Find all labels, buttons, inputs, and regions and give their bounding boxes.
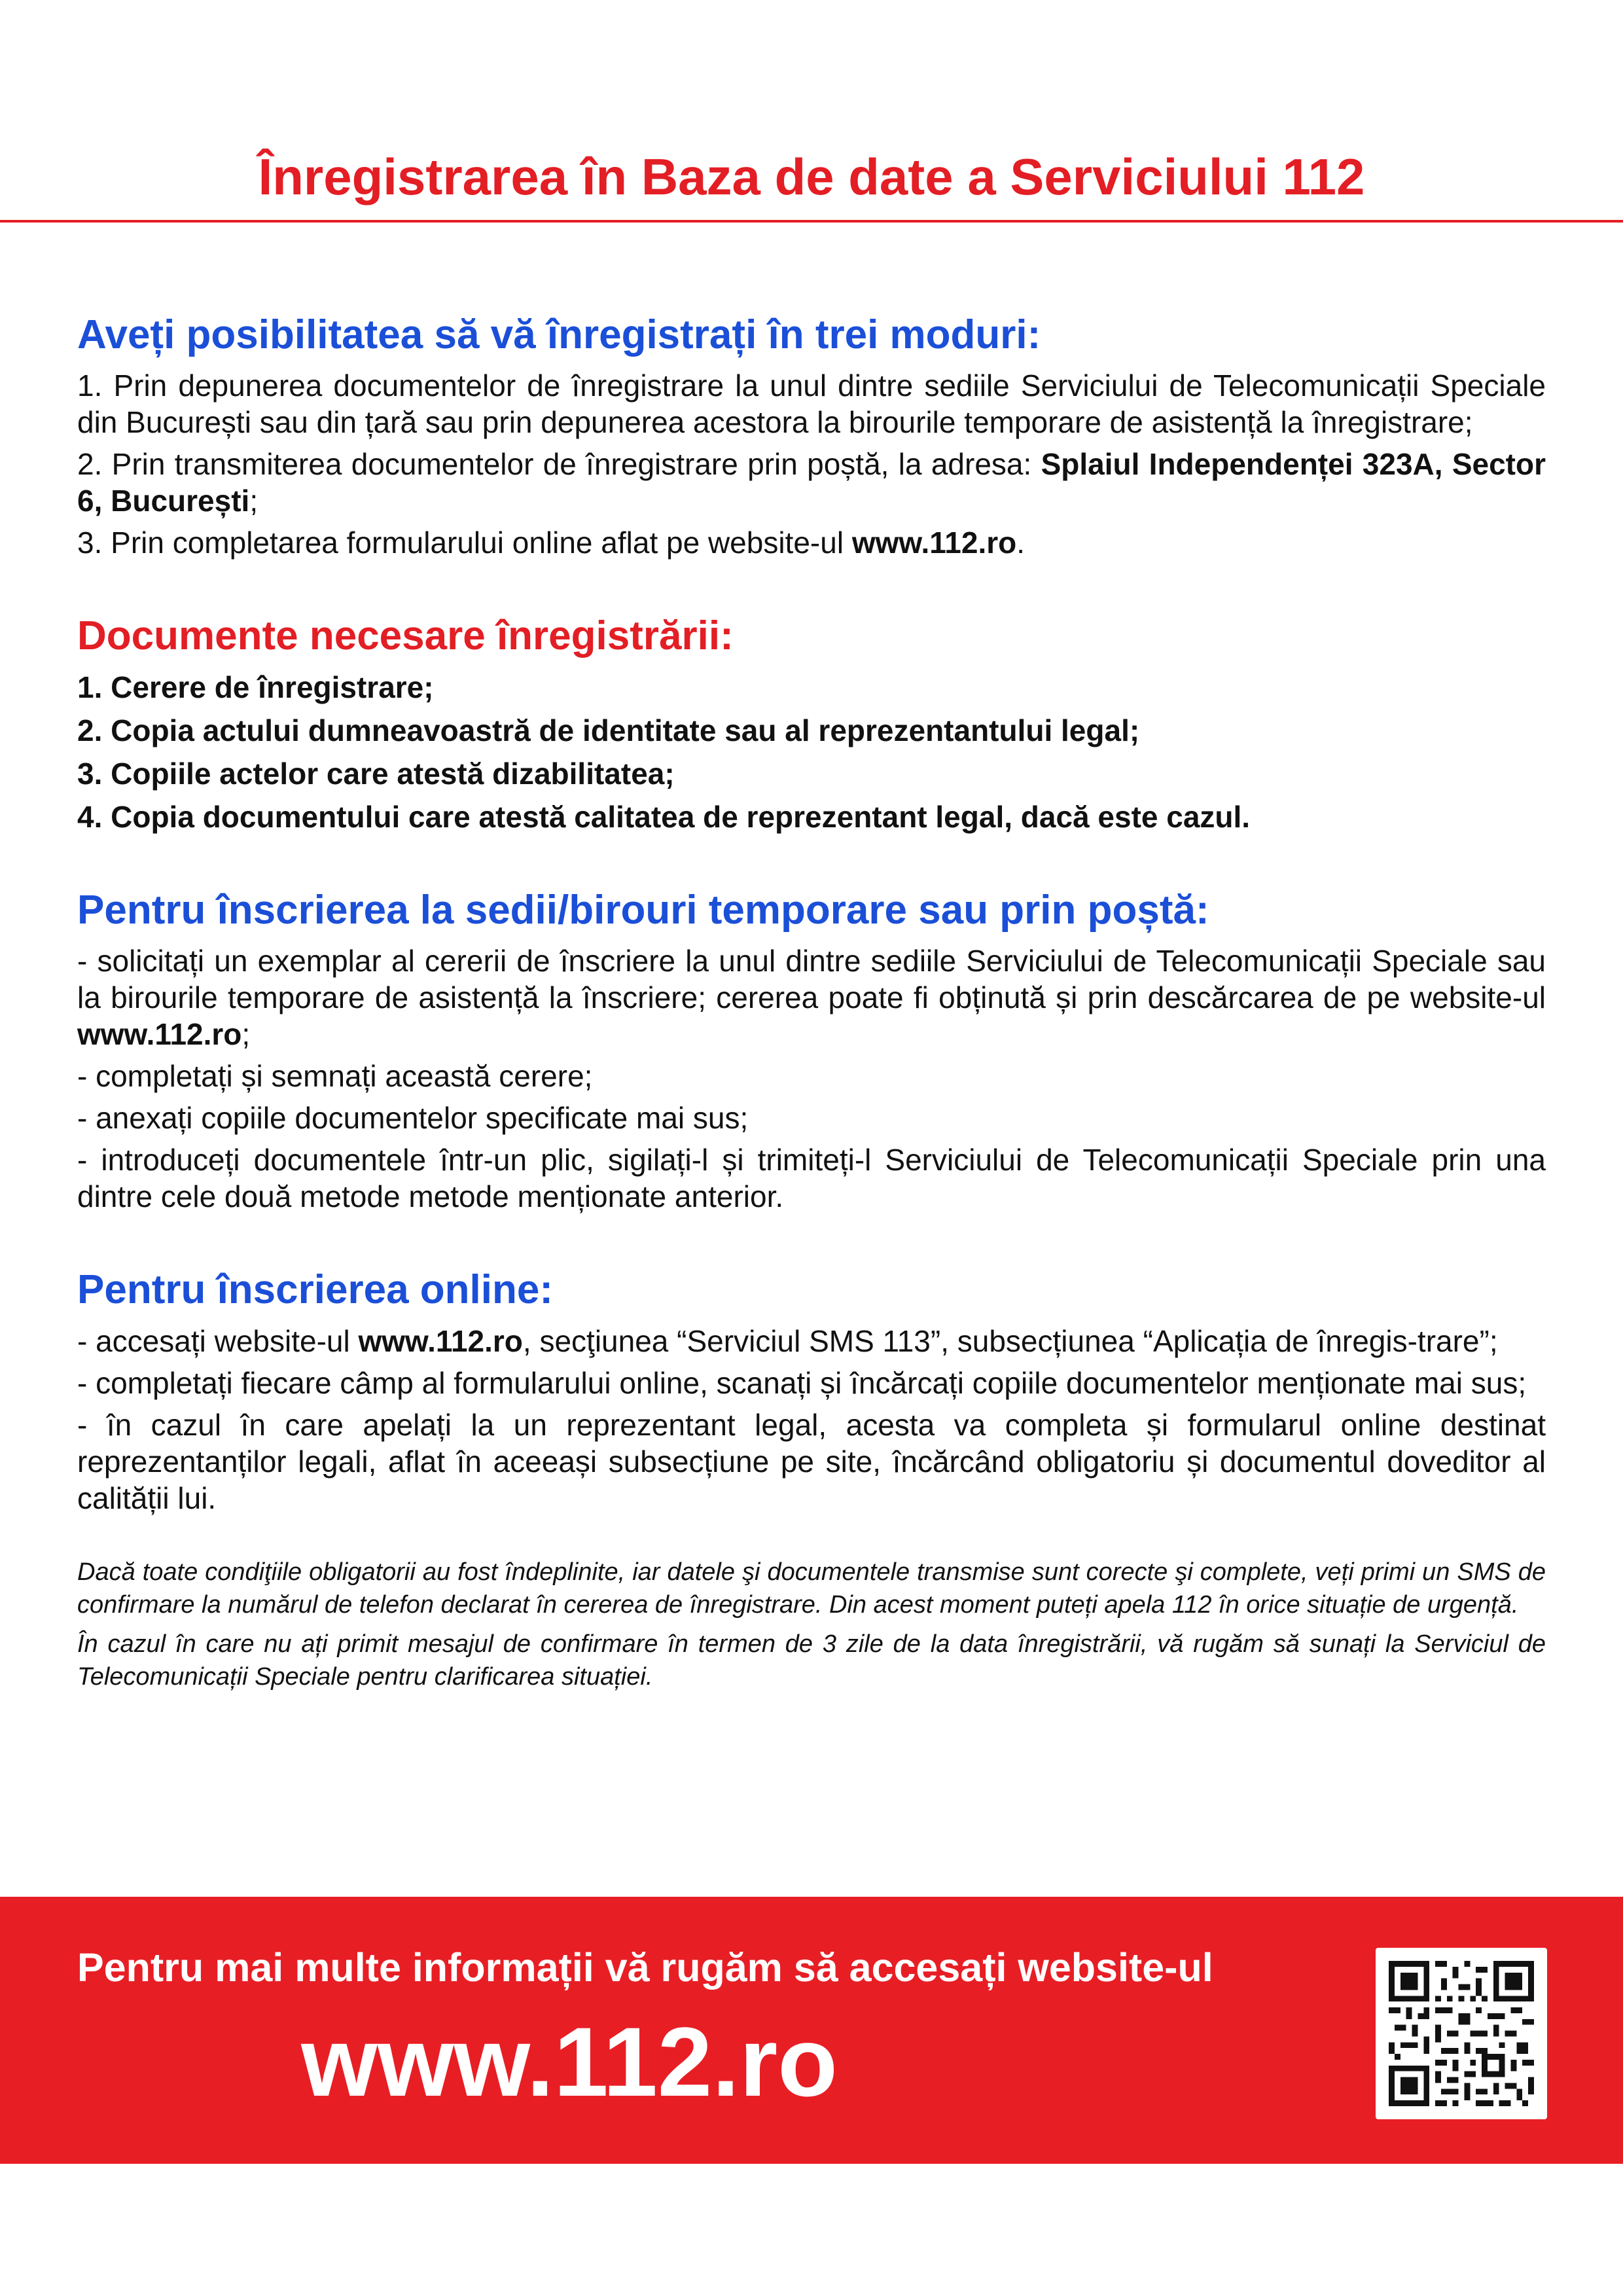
- method-item-3-text: 3. Prin completarea formularului online aflat pe website-ul: [77, 526, 852, 560]
- required-document-item: 4. Copia documentului care atestă calitatea de reprezentant legal, dacă este cazul.: [77, 799, 1251, 834]
- title-divider: [0, 220, 1623, 223]
- website-link[interactable]: www.112.ro: [851, 526, 1017, 560]
- document-body: [77, 311, 1546, 1700]
- online-step-3: - în cazul în care apelați la un reprezentant legal, acesta va completa și formularul online destinat reprezentanților legali, aflat în aceeași subsecțiune pe site, încărcând obligatoriu și documentul doveditor al calității lui.: [77, 1407, 1546, 1515]
- online-registration-heading: Pentru înscrierea online:: [77, 1267, 553, 1313]
- method-item-2-end: ;: [249, 484, 259, 518]
- required-documents-section: [77, 612, 1546, 834]
- required-documents-heading: Documente necesare înregistrării:: [77, 613, 734, 659]
- page-title: Înregistrarea în Baza de date a Serviciului 112: [258, 148, 1365, 206]
- offline-step-1-end: ;: [241, 1017, 251, 1052]
- required-document-item: 3. Copiile actelor care atestă dizabilitatea;: [77, 756, 675, 791]
- registration-methods-section: [77, 311, 1546, 561]
- offline-registration-section: [77, 886, 1546, 1215]
- offline-step-2: - completați și semnați această cerere;: [77, 1059, 593, 1094]
- method-item-2: [77, 446, 1546, 519]
- method-item-1: 1. Prin depunerea documentelor de înregistrare la unul dintre sediile Serviciului de Telecomunicații Speciale din București sau din țară sau prin depunerea acestora la birourile temporare de asistență la înregistrare;: [77, 368, 1546, 440]
- confirmation-note-paragraph-2: În cazul în care nu ați primit mesajul de confirmare în termen de 3 zile de la data înregistrării, vă rugăm să sunați la Serviciul de Telecomunicații Speciale pentru clarificarea situației.: [77, 1630, 1546, 1691]
- online-registration-section: [77, 1266, 1546, 1516]
- offline-step-1-text: - solicitați un exemplar al cererii de înscriere la unul dintre sediile Serviciului de Telecomunicații Speciale sau la birourile temporare de asistență la înscriere; cererea poate fi obținută și prin descărcarea de pe website-ul: [77, 944, 1546, 1015]
- offline-step-1: [77, 942, 1546, 1052]
- registration-methods-heading: Aveți posibilitatea să vă înregistrați în trei moduri:: [77, 312, 1041, 357]
- method-item-3-end: .: [1016, 526, 1026, 560]
- website-link[interactable]: www.112.ro: [358, 1323, 523, 1358]
- online-step-1-end: , secţiunea “Serviciul SMS 113”, subsecțiunea “Aplicația de înregis-trare”;: [522, 1323, 1498, 1358]
- confirmation-note: [77, 1556, 1546, 1693]
- qr-code-icon[interactable]: [1376, 1948, 1547, 2119]
- postal-address: Splaiul Independenței 323A, Sector 6, București: [77, 447, 1546, 518]
- online-step-2: - completați fiecare câmp al formularului online, scanați și încărcați copiile documentelor menționate mai sus;: [77, 1365, 1527, 1400]
- offline-step-3: - anexați copiile documentelor specificate mai sus;: [77, 1101, 749, 1136]
- online-step-1-text: - accesați website-ul: [77, 1323, 359, 1358]
- footer-info-text: Pentru mai multe informații vă rugăm să accesați website-ul: [77, 1945, 1213, 1990]
- online-step-1: [77, 1323, 1546, 1359]
- website-link[interactable]: www.112.ro: [77, 1017, 242, 1052]
- offline-step-4: - introduceți documentele într-un plic, sigilați-l și trimiteți-l Serviciului de Telecomunicații Speciale prin una dintre cele două metode metode menționate anterior.: [77, 1143, 1546, 1214]
- required-documents-list: [77, 669, 1546, 835]
- offline-registration-heading: Pentru înscrierea la sedii/birouri temporare sau prin poștă:: [77, 887, 1209, 933]
- method-item-3: [77, 524, 1546, 561]
- qr-code-graphic: [1389, 1961, 1534, 2106]
- footer-website-link[interactable]: www.112.ro: [301, 2007, 838, 2117]
- required-document-item: 2. Copia actului dumneavoastră de identitate sau al reprezentantului legal;: [77, 713, 1140, 747]
- method-item-2-text: 2. Prin transmiterea documentelor de înregistrare prin poștă, la adresa:: [77, 447, 1041, 482]
- confirmation-note-paragraph-1: Dacă toate condiţiile obligatorii au fost îndeplinite, iar datele şi documentele transmise sunt corecte şi complete, veți primi un SMS de confirmare la numărul de telefon declarat în cererea de înregistrare. Din acest moment puteți apela 112 în orice situație de urgență.: [77, 1558, 1546, 1619]
- required-document-item: 1. Cerere de înregistrare;: [77, 670, 434, 704]
- footer-banner: [0, 1897, 1623, 2164]
